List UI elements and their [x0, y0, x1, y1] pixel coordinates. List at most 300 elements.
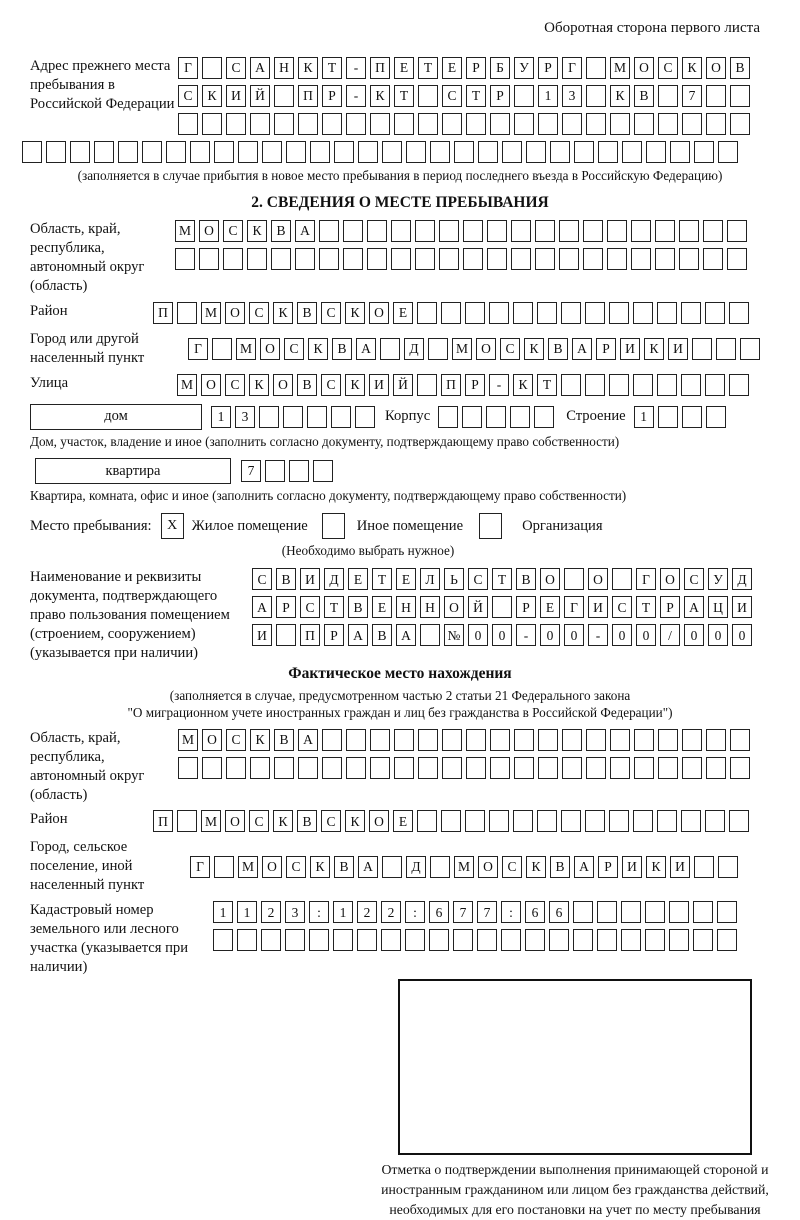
char-cell[interactable]: 6	[429, 901, 449, 923]
char-cell[interactable]: К	[524, 338, 544, 360]
char-cell[interactable]	[486, 406, 506, 428]
char-cell[interactable]	[561, 810, 581, 832]
char-cell[interactable]: С	[300, 596, 320, 618]
char-cell[interactable]: И	[670, 856, 690, 878]
char-cell[interactable]	[22, 141, 42, 163]
char-cell[interactable]	[730, 757, 750, 779]
char-cell[interactable]	[274, 113, 294, 135]
char-cell[interactable]	[346, 757, 366, 779]
char-cell[interactable]: Е	[540, 596, 560, 618]
char-cell[interactable]	[343, 220, 363, 242]
char-cell[interactable]: А	[684, 596, 704, 618]
char-cell[interactable]: Д	[324, 568, 344, 590]
char-cell[interactable]: О	[476, 338, 496, 360]
char-cell[interactable]: -	[516, 624, 536, 646]
char-cell[interactable]: Р	[538, 57, 558, 79]
char-cell[interactable]: Р	[322, 85, 342, 107]
char-cell[interactable]: С	[249, 810, 269, 832]
char-cell[interactable]	[534, 406, 554, 428]
char-cell[interactable]	[178, 113, 198, 135]
char-cell[interactable]	[331, 406, 351, 428]
char-cell[interactable]	[70, 141, 90, 163]
char-cell[interactable]: К	[526, 856, 546, 878]
char-cell[interactable]	[343, 248, 363, 270]
char-cell[interactable]: Е	[372, 596, 392, 618]
char-cell[interactable]: Т	[466, 85, 486, 107]
char-cell[interactable]	[420, 624, 440, 646]
char-cell[interactable]: М	[175, 220, 195, 242]
char-cell[interactable]: -	[346, 85, 366, 107]
char-cell[interactable]	[514, 757, 534, 779]
char-cell[interactable]	[621, 901, 641, 923]
char-cell[interactable]: Н	[396, 596, 416, 618]
char-cell[interactable]: Г	[562, 57, 582, 79]
char-cell[interactable]: Т	[636, 596, 656, 618]
char-cell[interactable]: В	[297, 374, 317, 396]
char-cell[interactable]: С	[321, 302, 341, 324]
char-cell[interactable]: 2	[261, 901, 281, 923]
char-cell[interactable]	[487, 248, 507, 270]
char-cell[interactable]: П	[153, 810, 173, 832]
char-cell[interactable]: Т	[537, 374, 557, 396]
char-cell[interactable]: 7	[477, 901, 497, 923]
char-cell[interactable]: Р	[598, 856, 618, 878]
char-cell[interactable]	[357, 929, 377, 951]
char-cell[interactable]	[717, 929, 737, 951]
char-cell[interactable]: П	[153, 302, 173, 324]
char-cell[interactable]: А	[252, 596, 272, 618]
char-cell[interactable]: 1	[634, 406, 654, 428]
char-cell[interactable]: :	[309, 901, 329, 923]
char-cell[interactable]: А	[298, 729, 318, 751]
char-cell[interactable]	[261, 929, 281, 951]
char-cell[interactable]: М	[610, 57, 630, 79]
char-cell[interactable]	[633, 374, 653, 396]
char-cell[interactable]	[477, 929, 497, 951]
char-cell[interactable]	[597, 929, 617, 951]
char-cell[interactable]	[682, 729, 702, 751]
char-cell[interactable]: 0	[732, 624, 752, 646]
char-cell[interactable]	[214, 141, 234, 163]
char-cell[interactable]: Ц	[708, 596, 728, 618]
char-cell[interactable]: А	[348, 624, 368, 646]
char-cell[interactable]	[394, 113, 414, 135]
char-cell[interactable]	[247, 248, 267, 270]
char-cell[interactable]	[585, 374, 605, 396]
char-cell[interactable]	[537, 302, 557, 324]
char-cell[interactable]: В	[334, 856, 354, 878]
char-cell[interactable]: С	[284, 338, 304, 360]
char-cell[interactable]	[442, 757, 462, 779]
char-cell[interactable]	[415, 220, 435, 242]
char-cell[interactable]	[213, 929, 233, 951]
char-cell[interactable]	[729, 374, 749, 396]
char-cell[interactable]	[199, 248, 219, 270]
char-cell[interactable]	[175, 248, 195, 270]
char-cell[interactable]	[609, 374, 629, 396]
char-cell[interactable]: Р	[490, 85, 510, 107]
char-cell[interactable]: Е	[393, 810, 413, 832]
char-cell[interactable]	[442, 113, 462, 135]
char-cell[interactable]	[511, 220, 531, 242]
char-cell[interactable]: Т	[418, 57, 438, 79]
char-cell[interactable]	[670, 141, 690, 163]
char-cell[interactable]	[466, 757, 486, 779]
char-cell[interactable]: К	[249, 374, 269, 396]
char-cell[interactable]	[655, 248, 675, 270]
char-cell[interactable]	[631, 220, 651, 242]
char-cell[interactable]: В	[548, 338, 568, 360]
char-cell[interactable]	[538, 757, 558, 779]
char-cell[interactable]	[562, 113, 582, 135]
char-cell[interactable]	[418, 757, 438, 779]
char-cell[interactable]: 1	[538, 85, 558, 107]
char-cell[interactable]	[346, 729, 366, 751]
char-cell[interactable]: О	[634, 57, 654, 79]
char-cell[interactable]: Е	[393, 302, 413, 324]
char-cell[interactable]: 3	[562, 85, 582, 107]
char-cell[interactable]	[679, 248, 699, 270]
char-cell[interactable]: В	[634, 85, 654, 107]
char-cell[interactable]: Е	[394, 57, 414, 79]
char-cell[interactable]: К	[370, 85, 390, 107]
char-cell[interactable]	[487, 220, 507, 242]
char-cell[interactable]	[492, 596, 512, 618]
char-cell[interactable]: К	[273, 302, 293, 324]
char-cell[interactable]: 3	[235, 406, 255, 428]
char-cell[interactable]	[381, 929, 401, 951]
char-cell[interactable]	[417, 374, 437, 396]
char-cell[interactable]	[730, 113, 750, 135]
char-cell[interactable]: С	[178, 85, 198, 107]
char-cell[interactable]	[538, 729, 558, 751]
char-cell[interactable]	[333, 929, 353, 951]
char-cell[interactable]: В	[332, 338, 352, 360]
char-cell[interactable]: В	[271, 220, 291, 242]
char-cell[interactable]: О	[199, 220, 219, 242]
char-cell[interactable]	[658, 729, 678, 751]
char-cell[interactable]: А	[250, 57, 270, 79]
char-cell[interactable]	[561, 302, 581, 324]
char-cell[interactable]	[526, 141, 546, 163]
char-cell[interactable]	[705, 810, 725, 832]
char-cell[interactable]	[202, 113, 222, 135]
char-cell[interactable]	[322, 757, 342, 779]
char-cell[interactable]	[597, 901, 617, 923]
char-cell[interactable]: А	[574, 856, 594, 878]
char-cell[interactable]	[564, 568, 584, 590]
char-cell[interactable]: :	[501, 901, 521, 923]
checkbox-organization[interactable]	[479, 513, 502, 539]
char-cell[interactable]	[166, 141, 186, 163]
char-cell[interactable]	[510, 406, 530, 428]
char-cell[interactable]: А	[358, 856, 378, 878]
char-cell[interactable]	[559, 220, 579, 242]
char-cell[interactable]: -	[346, 57, 366, 79]
char-cell[interactable]: В	[276, 568, 296, 590]
char-cell[interactable]: 1	[213, 901, 233, 923]
char-cell[interactable]	[610, 113, 630, 135]
char-cell[interactable]	[679, 220, 699, 242]
char-cell[interactable]: В	[516, 568, 536, 590]
char-cell[interactable]	[682, 757, 702, 779]
char-cell[interactable]	[212, 338, 232, 360]
char-cell[interactable]	[391, 220, 411, 242]
char-cell[interactable]	[634, 729, 654, 751]
char-cell[interactable]	[430, 141, 450, 163]
char-cell[interactable]	[655, 220, 675, 242]
char-cell[interactable]	[645, 929, 665, 951]
char-cell[interactable]	[657, 302, 677, 324]
char-cell[interactable]	[265, 460, 285, 482]
char-cell[interactable]	[586, 729, 606, 751]
char-cell[interactable]: К	[308, 338, 328, 360]
char-cell[interactable]	[607, 220, 627, 242]
char-cell[interactable]	[418, 729, 438, 751]
char-cell[interactable]	[367, 248, 387, 270]
char-cell[interactable]	[730, 85, 750, 107]
char-cell[interactable]	[561, 374, 581, 396]
char-cell[interactable]: Т	[322, 57, 342, 79]
char-cell[interactable]: 0	[468, 624, 488, 646]
char-cell[interactable]: О	[202, 729, 222, 751]
char-cell[interactable]	[289, 460, 309, 482]
char-cell[interactable]	[46, 141, 66, 163]
char-cell[interactable]	[454, 141, 474, 163]
char-cell[interactable]	[355, 406, 375, 428]
char-cell[interactable]	[694, 141, 714, 163]
char-cell[interactable]	[462, 406, 482, 428]
char-cell[interactable]	[285, 929, 305, 951]
char-cell[interactable]	[322, 113, 342, 135]
char-cell[interactable]	[706, 729, 726, 751]
char-cell[interactable]: К	[310, 856, 330, 878]
char-cell[interactable]: К	[646, 856, 666, 878]
char-cell[interactable]: 0	[540, 624, 560, 646]
char-cell[interactable]	[705, 374, 725, 396]
char-cell[interactable]	[729, 810, 749, 832]
char-cell[interactable]: К	[298, 57, 318, 79]
char-cell[interactable]: А	[396, 624, 416, 646]
char-cell[interactable]: М	[238, 856, 258, 878]
char-cell[interactable]: А	[572, 338, 592, 360]
char-cell[interactable]	[489, 810, 509, 832]
char-cell[interactable]	[466, 113, 486, 135]
char-cell[interactable]: Т	[394, 85, 414, 107]
char-cell[interactable]	[415, 248, 435, 270]
char-cell[interactable]	[442, 729, 462, 751]
char-cell[interactable]: М	[201, 810, 221, 832]
char-cell[interactable]: П	[300, 624, 320, 646]
char-cell[interactable]	[394, 757, 414, 779]
char-cell[interactable]: П	[298, 85, 318, 107]
char-cell[interactable]	[706, 406, 726, 428]
char-cell[interactable]	[489, 302, 509, 324]
char-cell[interactable]: К	[202, 85, 222, 107]
char-cell[interactable]: О	[273, 374, 293, 396]
char-cell[interactable]	[645, 901, 665, 923]
char-cell[interactable]: К	[345, 810, 365, 832]
char-cell[interactable]	[370, 729, 390, 751]
char-cell[interactable]: С	[226, 57, 246, 79]
char-cell[interactable]	[535, 248, 555, 270]
char-cell[interactable]: Р	[660, 596, 680, 618]
char-cell[interactable]	[259, 406, 279, 428]
char-cell[interactable]	[370, 113, 390, 135]
char-cell[interactable]: О	[369, 302, 389, 324]
char-cell[interactable]	[298, 113, 318, 135]
char-cell[interactable]: О	[369, 810, 389, 832]
char-cell[interactable]	[453, 929, 473, 951]
char-cell[interactable]	[513, 810, 533, 832]
char-cell[interactable]	[223, 248, 243, 270]
char-cell[interactable]	[514, 729, 534, 751]
checkbox-residential[interactable]: X	[161, 513, 184, 539]
char-cell[interactable]	[226, 757, 246, 779]
char-cell[interactable]	[178, 757, 198, 779]
char-cell[interactable]: Н	[420, 596, 440, 618]
char-cell[interactable]: А	[356, 338, 376, 360]
char-cell[interactable]	[94, 141, 114, 163]
char-cell[interactable]	[729, 302, 749, 324]
char-cell[interactable]	[706, 85, 726, 107]
char-cell[interactable]: О	[540, 568, 560, 590]
char-cell[interactable]	[346, 113, 366, 135]
char-cell[interactable]: Д	[406, 856, 426, 878]
char-cell[interactable]: С	[321, 810, 341, 832]
char-cell[interactable]	[190, 141, 210, 163]
char-cell[interactable]: Ь	[444, 568, 464, 590]
char-cell[interactable]: И	[252, 624, 272, 646]
char-cell[interactable]: Й	[468, 596, 488, 618]
char-cell[interactable]: С	[249, 302, 269, 324]
char-cell[interactable]: :	[405, 901, 425, 923]
char-cell[interactable]: С	[286, 856, 306, 878]
char-cell[interactable]: 7	[453, 901, 473, 923]
char-cell[interactable]	[391, 248, 411, 270]
char-cell[interactable]	[573, 901, 593, 923]
char-cell[interactable]	[586, 113, 606, 135]
char-cell[interactable]	[718, 856, 738, 878]
char-cell[interactable]: Р	[466, 57, 486, 79]
char-cell[interactable]	[428, 338, 448, 360]
char-cell[interactable]: О	[588, 568, 608, 590]
char-cell[interactable]	[646, 141, 666, 163]
char-cell[interactable]	[718, 141, 738, 163]
char-cell[interactable]	[358, 141, 378, 163]
char-cell[interactable]: М	[177, 374, 197, 396]
char-cell[interactable]	[295, 248, 315, 270]
char-cell[interactable]	[586, 57, 606, 79]
char-cell[interactable]	[706, 757, 726, 779]
char-cell[interactable]: 6	[549, 901, 569, 923]
char-cell[interactable]	[716, 338, 736, 360]
char-cell[interactable]	[380, 338, 400, 360]
char-cell[interactable]	[717, 901, 737, 923]
char-cell[interactable]: О	[225, 302, 245, 324]
char-cell[interactable]: И	[369, 374, 389, 396]
char-cell[interactable]: 0	[708, 624, 728, 646]
char-cell[interactable]	[706, 113, 726, 135]
char-cell[interactable]	[693, 901, 713, 923]
char-cell[interactable]: С	[225, 374, 245, 396]
char-cell[interactable]	[367, 220, 387, 242]
char-cell[interactable]	[319, 248, 339, 270]
char-cell[interactable]: П	[370, 57, 390, 79]
char-cell[interactable]	[283, 406, 303, 428]
char-cell[interactable]	[319, 220, 339, 242]
char-cell[interactable]	[657, 374, 677, 396]
char-cell[interactable]	[538, 113, 558, 135]
char-cell[interactable]	[334, 141, 354, 163]
char-cell[interactable]: И	[732, 596, 752, 618]
char-cell[interactable]	[727, 220, 747, 242]
char-cell[interactable]	[740, 338, 760, 360]
char-cell[interactable]	[573, 929, 593, 951]
char-cell[interactable]: К	[250, 729, 270, 751]
char-cell[interactable]: 1	[237, 901, 257, 923]
char-cell[interactable]: М	[236, 338, 256, 360]
char-cell[interactable]: 2	[381, 901, 401, 923]
char-cell[interactable]	[250, 113, 270, 135]
char-cell[interactable]	[237, 929, 257, 951]
char-cell[interactable]: 1	[333, 901, 353, 923]
char-cell[interactable]: И	[226, 85, 246, 107]
char-cell[interactable]	[465, 810, 485, 832]
char-cell[interactable]: М	[178, 729, 198, 751]
char-cell[interactable]	[607, 248, 627, 270]
char-cell[interactable]: М	[201, 302, 221, 324]
char-cell[interactable]	[226, 113, 246, 135]
char-cell[interactable]: И	[668, 338, 688, 360]
char-cell[interactable]	[586, 85, 606, 107]
char-cell[interactable]	[598, 141, 618, 163]
char-cell[interactable]	[466, 729, 486, 751]
char-cell[interactable]: К	[644, 338, 664, 360]
char-cell[interactable]	[418, 113, 438, 135]
char-cell[interactable]: К	[610, 85, 630, 107]
char-cell[interactable]: Е	[348, 568, 368, 590]
char-cell[interactable]: К	[682, 57, 702, 79]
char-cell[interactable]: С	[442, 85, 462, 107]
char-cell[interactable]: С	[684, 568, 704, 590]
char-cell[interactable]: 3	[285, 901, 305, 923]
char-cell[interactable]	[633, 302, 653, 324]
char-cell[interactable]	[262, 141, 282, 163]
char-cell[interactable]: В	[297, 302, 317, 324]
char-cell[interactable]: С	[658, 57, 678, 79]
char-cell[interactable]: 0	[636, 624, 656, 646]
char-cell[interactable]: 7	[241, 460, 261, 482]
char-cell[interactable]: Г	[190, 856, 210, 878]
char-cell[interactable]: У	[708, 568, 728, 590]
char-cell[interactable]	[657, 810, 677, 832]
char-cell[interactable]	[322, 729, 342, 751]
char-cell[interactable]	[430, 856, 450, 878]
char-cell[interactable]: №	[444, 624, 464, 646]
char-cell[interactable]	[274, 85, 294, 107]
char-cell[interactable]	[535, 220, 555, 242]
char-cell[interactable]: С	[252, 568, 272, 590]
char-cell[interactable]	[463, 220, 483, 242]
char-cell[interactable]	[238, 141, 258, 163]
char-cell[interactable]	[142, 141, 162, 163]
char-cell[interactable]: 0	[564, 624, 584, 646]
char-cell[interactable]	[537, 810, 557, 832]
char-cell[interactable]	[682, 113, 702, 135]
char-cell[interactable]: Д	[404, 338, 424, 360]
char-cell[interactable]: К	[345, 374, 365, 396]
